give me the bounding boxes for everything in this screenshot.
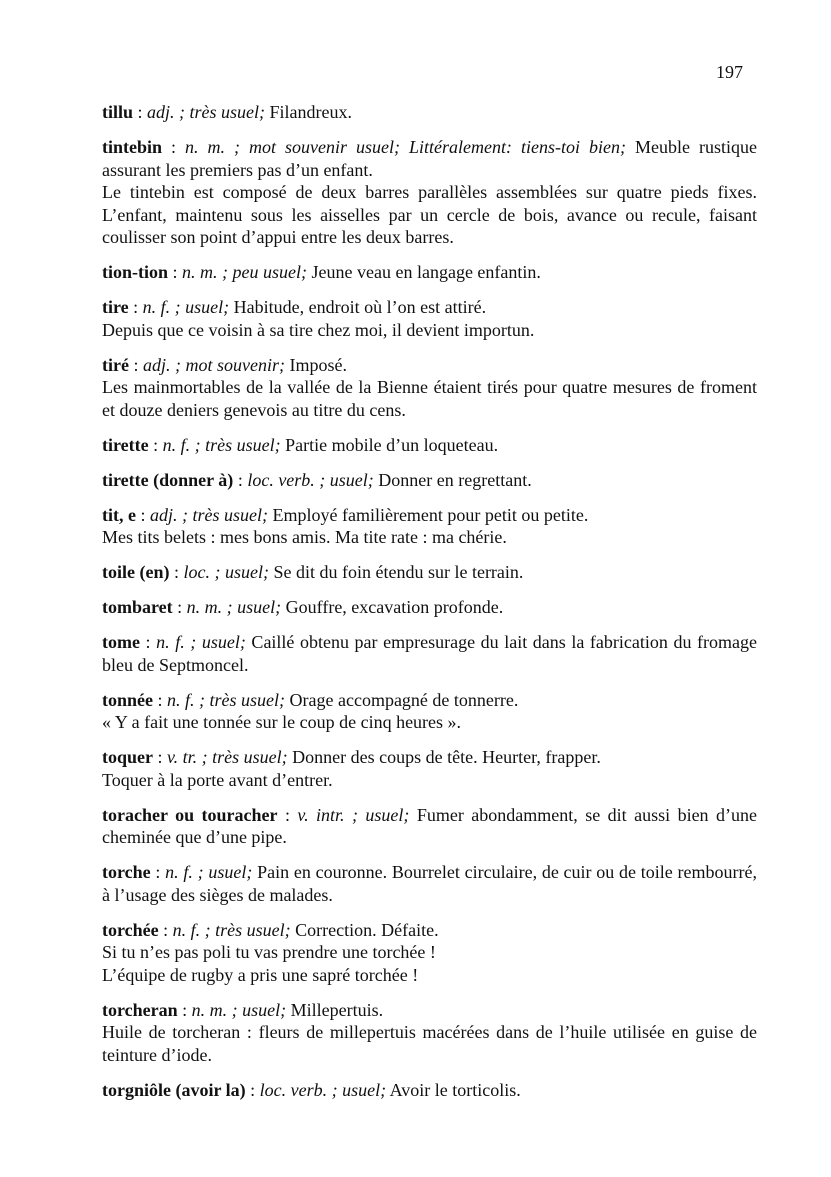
entry-definition: Partie mobile d’un loqueteau.	[280, 434, 499, 455]
entry-grammar: n. m. ; peu usuel;	[182, 262, 308, 282]
dictionary-entry	[102, 354, 757, 422]
entry-headword: tire	[102, 297, 129, 317]
dictionary-entry	[102, 596, 757, 619]
dictionary-entry	[102, 469, 757, 492]
entry-separator: :	[139, 632, 157, 652]
dictionary-entry	[102, 101, 757, 124]
entry-separator: :	[133, 102, 148, 122]
page-number: 197	[716, 62, 743, 82]
entry-definition: Caillé obtenu par empresurage du lait dans la fabrication du fromage bleu de Septmoncel.	[102, 632, 757, 675]
entry-definition: Se dit du foin étendu sur le terrain.	[268, 562, 524, 582]
entry-grammar: n. f. ; usuel;	[142, 297, 230, 317]
entry-example: Depuis que ce voisin à sa tire chez moi, il devient importun.	[102, 319, 535, 340]
entry-headword: tombaret	[102, 597, 173, 617]
entry-grammar: adj. ; très usuel;	[150, 504, 268, 525]
entry-headword: tirette	[102, 434, 149, 455]
entry-definition: Employé familièrement pour petit ou petite.	[267, 504, 589, 525]
entry-separator: :	[277, 804, 298, 825]
entry-definition: Gouffre, excavation profonde.	[281, 597, 504, 617]
entry-example: L’équipe de rugby a pris une sapré torchée !	[102, 964, 419, 985]
entry-separator: :	[245, 1079, 260, 1100]
entry-headword: tirette (donner à)	[102, 469, 234, 490]
entry-example: Le tintebin est composé de deux barres parallèles assemblées sur quatre pieds fixes. L’enfant, maintenu sous les aisselles par un cercle de bois, avance ou recule, faisant coulisser son point d’appui entre les deux barres.	[102, 182, 757, 247]
entry-list	[102, 101, 757, 1114]
entry-definition: Fumer abondamment, se dit aussi bien d’une cheminée que d’une pipe.	[102, 804, 757, 847]
entry-headword: tillu	[102, 102, 134, 122]
entry-grammar: adj. ; très usuel;	[147, 102, 266, 122]
entry-definition: Habitude, endroit où l’on est attiré.	[229, 297, 487, 317]
entry-grammar: n. m. ; usuel;	[191, 999, 287, 1020]
entry-separator: :	[158, 919, 173, 940]
entry-headword: tion-tion	[102, 262, 169, 282]
entry-separator: :	[128, 354, 143, 375]
dictionary-entry	[102, 296, 757, 341]
entry-example: Mes tits belets : mes bons amis. Ma tite rate : ma chérie.	[102, 527, 507, 547]
entry-headword: torchée	[102, 919, 159, 940]
entry-separator: :	[177, 999, 192, 1020]
entry-separator: :	[169, 562, 184, 582]
entry-grammar: n. f. ; très usuel;	[162, 434, 281, 455]
entry-headword: toquer	[102, 747, 153, 767]
entry-headword: toile (en)	[102, 562, 170, 582]
entry-grammar: loc. verb. ; usuel;	[247, 469, 374, 490]
entry-example: Huile de torcheran : fleurs de millepertuis macérées dans de l’huile utilisée en guise de teinture d’iode.	[102, 1022, 757, 1065]
entry-example: « Y a fait une tonnée sur le coup de cinq heures ».	[102, 712, 462, 732]
entry-example: Si tu n’es pas poli tu vas prendre une torchée !	[102, 942, 436, 962]
entry-separator: :	[148, 434, 163, 455]
entry-grammar: v. tr. ; très usuel;	[167, 747, 288, 767]
entry-separator: :	[233, 469, 248, 490]
entry-separator: :	[153, 747, 168, 767]
dictionary-entry	[102, 631, 757, 676]
entry-grammar: n. f. ; très usuel;	[172, 919, 291, 940]
entry-headword: torgniôle (avoir la)	[102, 1079, 246, 1100]
entry-example: Les mainmortables de la vallée de la Bienne étaient tirés pour quatre mesures de froment et douze deniers genevois au titre du cens.	[102, 377, 757, 420]
entry-headword: tit, e	[102, 504, 136, 525]
entry-grammar: n. f. ; usuel;	[165, 862, 253, 882]
entry-separator: :	[168, 262, 183, 282]
entry-example: Toquer à la porte avant d’entrer.	[102, 769, 333, 790]
dictionary-entry	[102, 746, 757, 791]
entry-grammar: adj. ; mot souvenir;	[143, 354, 285, 375]
entry-separator: :	[150, 862, 166, 882]
entry-grammar: n. f. ; très usuel;	[167, 689, 285, 710]
entry-definition: Millepertuis.	[286, 999, 384, 1020]
entry-headword: torcheran	[102, 999, 178, 1020]
entry-definition: Filandreux.	[265, 102, 353, 122]
entry-separator: :	[153, 689, 168, 710]
entry-headword: tonnée	[102, 689, 153, 710]
entry-definition: Correction. Défaite.	[290, 919, 439, 940]
dictionary-entry	[102, 561, 757, 584]
entry-grammar: n. m. ; usuel;	[186, 597, 282, 617]
entry-headword: tintebin	[102, 137, 163, 157]
dictionary-entry	[102, 504, 757, 549]
entry-grammar: loc. ; usuel;	[183, 562, 269, 582]
dictionary-entry	[102, 861, 757, 906]
entry-definition: Meuble rustique assurant les premiers pas d’un enfant.	[102, 137, 757, 180]
entry-separator: :	[172, 597, 187, 617]
entry-headword: toracher ou touracher	[102, 804, 278, 825]
entry-headword: tome	[102, 632, 140, 652]
dictionary-entry	[102, 919, 757, 987]
dictionary-entry	[102, 434, 757, 457]
entry-headword: tiré	[102, 354, 129, 375]
entry-grammar: n. f. ; usuel;	[156, 632, 246, 652]
entry-definition: Imposé.	[284, 354, 347, 375]
entry-definition: Avoir le torticolis.	[386, 1079, 521, 1100]
entry-grammar: v. intr. ; usuel;	[297, 804, 410, 825]
dictionary-entry	[102, 136, 757, 249]
dictionary-entry	[102, 1079, 757, 1102]
entry-definition: Orage accompagné de tonnerre.	[285, 689, 519, 710]
dictionary-entry	[102, 261, 757, 284]
entry-definition: Donner des coups de tête. Heurter, frapper.	[287, 747, 601, 767]
entry-grammar: loc. verb. ; usuel;	[259, 1079, 387, 1100]
entry-definition: Donner en regrettant.	[373, 469, 532, 490]
entry-grammar: n. m. ; mot souvenir usuel; Littéralement: tiens-toi bien;	[185, 137, 626, 157]
entry-definition: Pain en couronne. Bourrelet circulaire, de cuir ou de toile rembourré, à l’usage des sièges de malades.	[102, 862, 757, 905]
dictionary-entry	[102, 999, 757, 1067]
entry-definition: Jeune veau en langage enfantin.	[307, 262, 541, 282]
entry-headword: torche	[102, 862, 151, 882]
entry-separator: :	[128, 297, 143, 317]
dictionary-entry	[102, 689, 757, 734]
entry-separator: :	[162, 137, 186, 157]
dictionary-entry	[102, 804, 757, 849]
entry-separator: :	[135, 504, 150, 525]
